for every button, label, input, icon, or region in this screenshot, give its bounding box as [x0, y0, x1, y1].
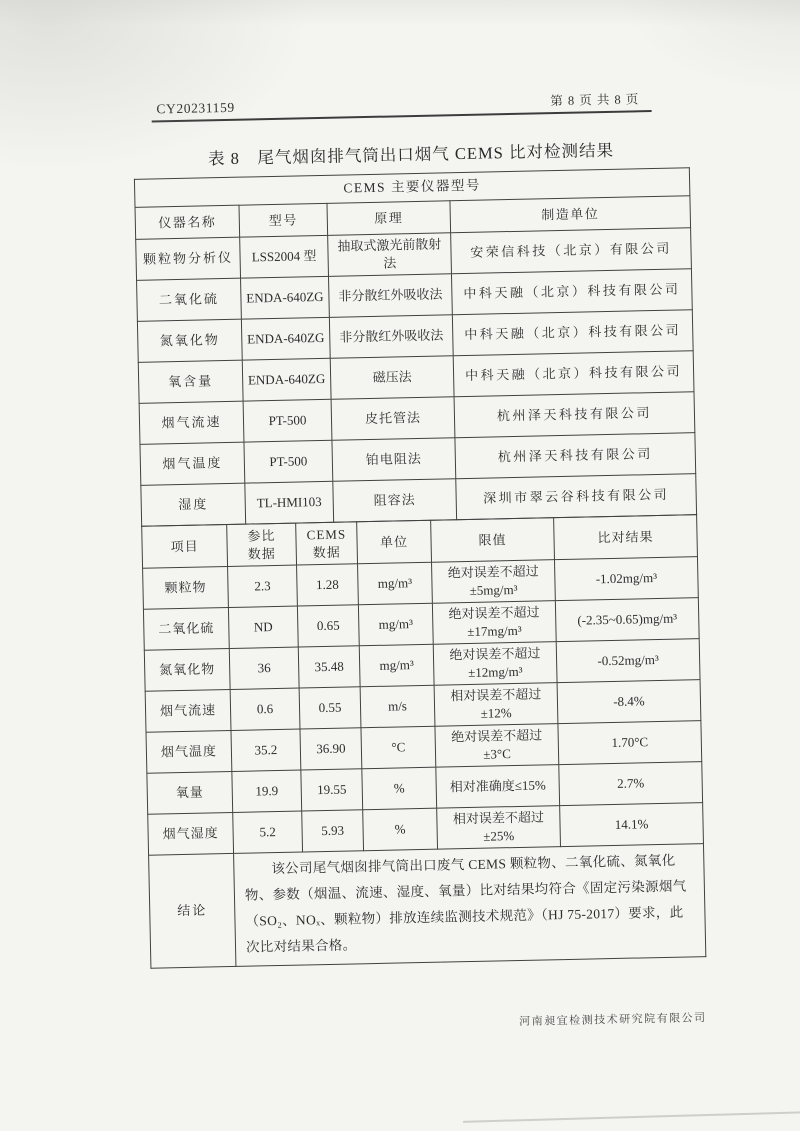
- instrument-table: [134, 167, 697, 527]
- limit-cell: 绝对误差不超过 ±17mg/m³: [432, 601, 556, 645]
- column-header: 参比 数据: [227, 523, 297, 566]
- manufacturer-cell: 中科天融（北京）科技有限公司: [452, 310, 693, 356]
- instrument-name-cell: 二氧化硫: [137, 278, 242, 321]
- model-cell: ENDA-640ZG: [242, 358, 331, 401]
- manufacturer-cell: 安荣信科技（北京）有限公司: [451, 228, 692, 274]
- item-cell: 氧量: [147, 771, 233, 814]
- model-cell: PT-500: [244, 440, 333, 483]
- scan-page-edge-shadow: [463, 1111, 800, 1123]
- item-cell: 二氧化硫: [143, 608, 229, 651]
- limit-cell: 相对误差不超过 ±12%: [434, 683, 558, 727]
- comparison-table: [141, 514, 706, 969]
- result-cell: (-2.35~0.65)mg/m³: [555, 598, 699, 642]
- unit-cell: %: [362, 767, 437, 810]
- model-cell: ENDA-640ZG: [241, 317, 330, 360]
- report-number: CY20231159: [156, 99, 235, 117]
- cems-value-cell: 19.55: [301, 769, 363, 811]
- reference-value-cell: 35.2: [231, 729, 301, 771]
- result-cell: 1.70°C: [558, 721, 702, 765]
- unit-cell: mg/m³: [358, 562, 433, 605]
- principle-cell: 阻容法: [333, 479, 457, 523]
- page-indicator: 第 8 页 共 8 页: [550, 92, 640, 109]
- column-header: 限值: [431, 518, 555, 563]
- instrument-name-cell: 颗粒物分析仪: [136, 237, 241, 280]
- unit-cell: %: [363, 808, 438, 851]
- cems-value-cell: 5.93: [302, 810, 364, 852]
- table-row: [149, 844, 706, 969]
- column-header: 型号: [239, 203, 328, 237]
- model-cell: LSS2004 型: [240, 235, 329, 278]
- principle-cell: 非分散红外吸收法: [329, 274, 453, 318]
- cems-value-cell: 0.55: [299, 687, 361, 729]
- footer-company: 河南昶宜检测技术研究院有限公司: [519, 1012, 707, 1029]
- unit-cell: mg/m³: [359, 644, 434, 687]
- reference-value-cell: ND: [228, 606, 298, 648]
- unit-cell: m/s: [360, 685, 435, 728]
- cems-value-cell: 1.28: [297, 564, 359, 606]
- item-cell: 烟气流速: [145, 689, 231, 732]
- principle-cell: 非分散红外吸收法: [329, 315, 453, 359]
- table-title: 表 8 尾气烟囱排气筒出口烟气 CEMS 比对检测结果: [207, 140, 615, 169]
- model-cell: PT-500: [243, 399, 332, 442]
- item-cell: 氮氧化物: [144, 648, 230, 691]
- limit-cell: 相对误差不超过 ±25%: [437, 806, 561, 850]
- principle-cell: 抽取式激光前散射法: [328, 233, 452, 277]
- result-cell: -8.4%: [557, 680, 701, 724]
- result-cell: -1.02mg/m³: [554, 557, 698, 601]
- manufacturer-cell: 中科天融（北京）科技有限公司: [453, 351, 694, 397]
- column-header: 制造单位: [450, 196, 691, 233]
- principle-cell: 皮托管法: [331, 397, 455, 441]
- cems-value-cell: 0.65: [297, 605, 359, 647]
- manufacturer-cell: 杭州泽天科技有限公司: [455, 433, 696, 479]
- limit-cell: 绝对误差不超过 ±3°C: [435, 724, 559, 768]
- item-cell: 烟气温度: [146, 730, 232, 773]
- column-header: 仪器名称: [135, 205, 240, 239]
- limit-cell: 绝对误差不超过 ±12mg/m³: [433, 642, 557, 686]
- column-header: 比对结果: [554, 515, 698, 560]
- manufacturer-cell: 杭州泽天科技有限公司: [454, 392, 695, 438]
- reference-value-cell: 2.3: [228, 565, 298, 607]
- cems-value-cell: 36.90: [300, 728, 362, 770]
- conclusion-paragraph: 该公司尾气烟囱排气筒出口废气 CEMS 颗粒物、二氧化硫、氮氧化物、参数（烟温、流速、湿度、氧量）比对结果均符合《固定污染源烟气（SO₂、NOₓ、颗粒物）排放连续监测技术规范》（HJ 75-2017）要求，此次比对结果合格。: [244, 852, 687, 955]
- result-cell: -0.52mg/m³: [556, 639, 700, 683]
- limit-cell: 相对准确度≤15%: [436, 765, 560, 809]
- column-header: 单位: [357, 520, 432, 564]
- principle-cell: 铂电阻法: [332, 438, 456, 482]
- cems-value-cell: 35.48: [298, 646, 360, 688]
- principle-cell: 磁压法: [330, 356, 454, 400]
- reference-value-cell: 5.2: [233, 811, 303, 853]
- result-cell: 14.1%: [560, 803, 704, 847]
- reference-value-cell: 19.9: [232, 770, 302, 812]
- limit-cell: 绝对误差不超过 ±5mg/m³: [432, 560, 556, 604]
- manufacturer-cell: 中科天融（北京）科技有限公司: [451, 269, 692, 315]
- column-header: CEMS 数据: [296, 522, 358, 565]
- item-cell: 烟气湿度: [148, 812, 234, 855]
- instrument-name-cell: 氮氧化物: [137, 319, 242, 362]
- instrument-table-caption: CEMS 主要仪器型号: [134, 168, 689, 208]
- instrument-name-cell: 烟气流速: [139, 401, 244, 444]
- model-cell: TL-HMI103: [245, 481, 334, 524]
- instrument-name-cell: 氧含量: [138, 360, 243, 403]
- column-header: 原理: [327, 201, 451, 236]
- page-header: [151, 89, 651, 122]
- column-header: 项目: [142, 525, 228, 569]
- reference-value-cell: 0.6: [230, 688, 300, 730]
- conclusion-text-cell: [234, 844, 706, 967]
- instrument-name-cell: 湿度: [141, 483, 246, 526]
- item-cell: 颗粒物: [143, 567, 229, 610]
- instrument-name-cell: 烟气温度: [140, 442, 245, 485]
- reference-value-cell: 36: [229, 647, 299, 689]
- manufacturer-cell: 深圳市翠云谷科技有限公司: [456, 474, 697, 520]
- result-cell: 2.7%: [559, 762, 703, 806]
- conclusion-label-cell: 结论: [149, 853, 236, 968]
- model-cell: ENDA-640ZG: [241, 276, 330, 319]
- unit-cell: mg/m³: [358, 603, 433, 646]
- unit-cell: °C: [361, 726, 436, 769]
- scanned-report-page: [132, 88, 707, 1036]
